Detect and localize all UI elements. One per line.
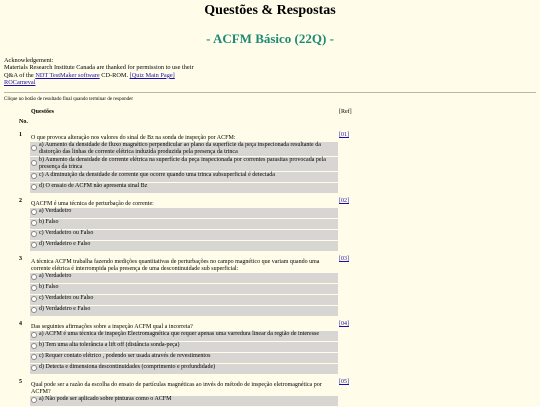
answer-radio[interactable] xyxy=(31,184,37,190)
answer-option[interactable] xyxy=(18,172,354,183)
question-text: A técnica ACFM trabalha fazendo medições quantitativas de perturbações no campo magnético que variam quando uma corrente elétrica é interrompida pela presença de uma descontinuidade sub superficial: xyxy=(31,259,320,272)
page-title: Questões & Respostas xyxy=(204,3,336,18)
col-no-header: No. xyxy=(19,119,28,125)
answer-option-label: b) Falso xyxy=(38,219,338,230)
question-ref-link[interactable]: [04] xyxy=(339,321,349,327)
answer-radio[interactable] xyxy=(31,397,37,403)
answer-radio[interactable] xyxy=(31,231,37,237)
question-row xyxy=(18,375,354,397)
answer-radio[interactable] xyxy=(31,242,37,248)
ack-heading: Acknowledgement: xyxy=(4,57,54,64)
answer-option[interactable] xyxy=(18,284,354,295)
answer-radio[interactable] xyxy=(31,285,37,291)
question-ref-link[interactable]: [03] xyxy=(339,256,349,262)
acknowledgement xyxy=(4,57,534,87)
question-text: O que provoca alteração nos valores do sinal de Bz na sonda de inspeção por ACFM: xyxy=(31,135,236,141)
answer-option-label: a) ACFM é uma técnica de inspeção Electromagnética que requer apenas uma varredura linear da região de interesse xyxy=(38,331,338,342)
answer-radio[interactable] xyxy=(31,365,37,371)
quiz-main-page-link[interactable]: [Quiz Main Page] xyxy=(129,71,175,79)
answer-option-label: a) Verdadeiro xyxy=(38,273,338,284)
answer-option[interactable] xyxy=(18,142,354,157)
answer-radio[interactable] xyxy=(31,274,37,280)
question-row xyxy=(18,252,354,274)
answer-option-label: d) Verdadeiro e Falso xyxy=(38,241,338,252)
question-text: QACFM é uma técnica de perturbação de corrente: xyxy=(31,201,154,207)
answer-option-label: a) Não pode ser aplicado sobre pinturas como o ACFM xyxy=(38,396,338,407)
answer-radio[interactable] xyxy=(31,145,37,151)
question-ref-link[interactable]: [02] xyxy=(339,198,349,204)
question-row xyxy=(18,317,354,332)
question-number: 2 xyxy=(19,198,22,204)
ack-text: Materials Research Institute Canada are thanked for permission to use their xyxy=(4,64,194,72)
answer-radio[interactable] xyxy=(31,209,37,215)
answer-option[interactable] xyxy=(18,331,354,342)
question-ref-link[interactable]: [05] xyxy=(339,379,349,385)
answer-option[interactable] xyxy=(18,295,354,306)
answer-option-label: a) Verdadeiro xyxy=(38,208,338,219)
answer-option-label: c) Verdadeiro ou Falso xyxy=(38,230,338,241)
answer-radio[interactable] xyxy=(31,173,37,179)
answer-option-label: d) O ensaio de ACFM não apresenta sinal Bz xyxy=(38,183,338,194)
table-header xyxy=(18,108,354,118)
question-text: Das seguintes afirmações sobre a inspeção ACFM qual a incorreta? xyxy=(31,324,193,330)
question-number: 5 xyxy=(19,379,22,385)
ack-mid: CD-ROM. xyxy=(101,71,129,79)
answer-option[interactable] xyxy=(18,157,354,172)
question-number: 3 xyxy=(19,256,22,262)
answer-option-label: b) Aumento da densidade de corrente elétrica na superfície da peça inspecionada por correntes parasitas provocada pela presença da trinca xyxy=(38,157,338,172)
answer-option[interactable] xyxy=(18,342,354,353)
question-row xyxy=(18,128,354,142)
answer-option[interactable] xyxy=(18,183,354,194)
question-number: 1 xyxy=(19,132,22,138)
answer-option[interactable] xyxy=(18,241,354,252)
ack-prefix: Q&A of the xyxy=(4,71,34,79)
instruction-text: Clique no botão de resultado final quando terminar de responder xyxy=(4,97,133,102)
answer-option[interactable] xyxy=(18,219,354,230)
ack-source-line xyxy=(4,72,534,79)
answer-option-label: c) Requer contato elétrico , podendo ser usada através de revestimentos xyxy=(38,353,338,364)
answer-option-label: c) A diminuição da densidade de corrente que ocorre quando uma trinca subsuperficial é detectada xyxy=(38,172,338,183)
quiz-subtitle: - ACFM Básico (22Q) - xyxy=(206,31,334,46)
answer-option-label: c) Verdadeiro ou Falso xyxy=(38,295,338,306)
answer-radio[interactable] xyxy=(31,354,37,360)
questions-table xyxy=(18,108,354,407)
answer-option-label: b) Falso xyxy=(38,284,338,295)
answer-radio[interactable] xyxy=(31,332,37,338)
answer-radio[interactable] xyxy=(31,307,37,313)
answer-option[interactable] xyxy=(18,364,354,375)
answer-option-label: a) Aumento da densidade de fluxo magnético perpendicular ao plano da superfície da peça inspecionada resultante da distorção das linhas de corrente elétrica induzida produzida pela presença da trinca xyxy=(38,142,338,157)
answer-radio[interactable] xyxy=(31,343,37,349)
col-ref-header: [Ref] xyxy=(339,109,352,115)
answer-option[interactable] xyxy=(18,273,354,284)
answer-radio[interactable] xyxy=(31,220,37,226)
answer-radio[interactable] xyxy=(31,160,37,166)
answer-option[interactable] xyxy=(18,306,354,317)
answer-option-label: d) Detecta e dimensiona descontinuidades (comprimento e profundidade) xyxy=(38,364,338,375)
answer-option[interactable] xyxy=(18,230,354,241)
rocarneval-link[interactable]: ROCarneval xyxy=(4,79,36,87)
ndt-testmaker-link[interactable]: NDT TestMaker software xyxy=(35,71,100,79)
answer-radio[interactable] xyxy=(31,296,37,302)
question-row xyxy=(18,194,354,209)
table-header-no xyxy=(18,118,354,128)
question-number: 4 xyxy=(19,321,22,327)
answer-option[interactable] xyxy=(18,353,354,364)
question-ref-link[interactable]: [01] xyxy=(339,132,349,138)
divider xyxy=(4,92,536,93)
answer-option-label: d) Verdadeiro e Falso xyxy=(38,306,338,317)
answer-option-label: b) Tem uma alta tolerância a lift off (distância sonda-peça) xyxy=(38,342,338,353)
question-text: Qual pode ser a razão da escolha do ensaio de partículas magnéticas ao invés do método de inspeção eletromagnética por ACFM? xyxy=(31,382,322,395)
col-questions-header: Questões xyxy=(31,109,54,115)
answer-option[interactable] xyxy=(18,208,354,219)
